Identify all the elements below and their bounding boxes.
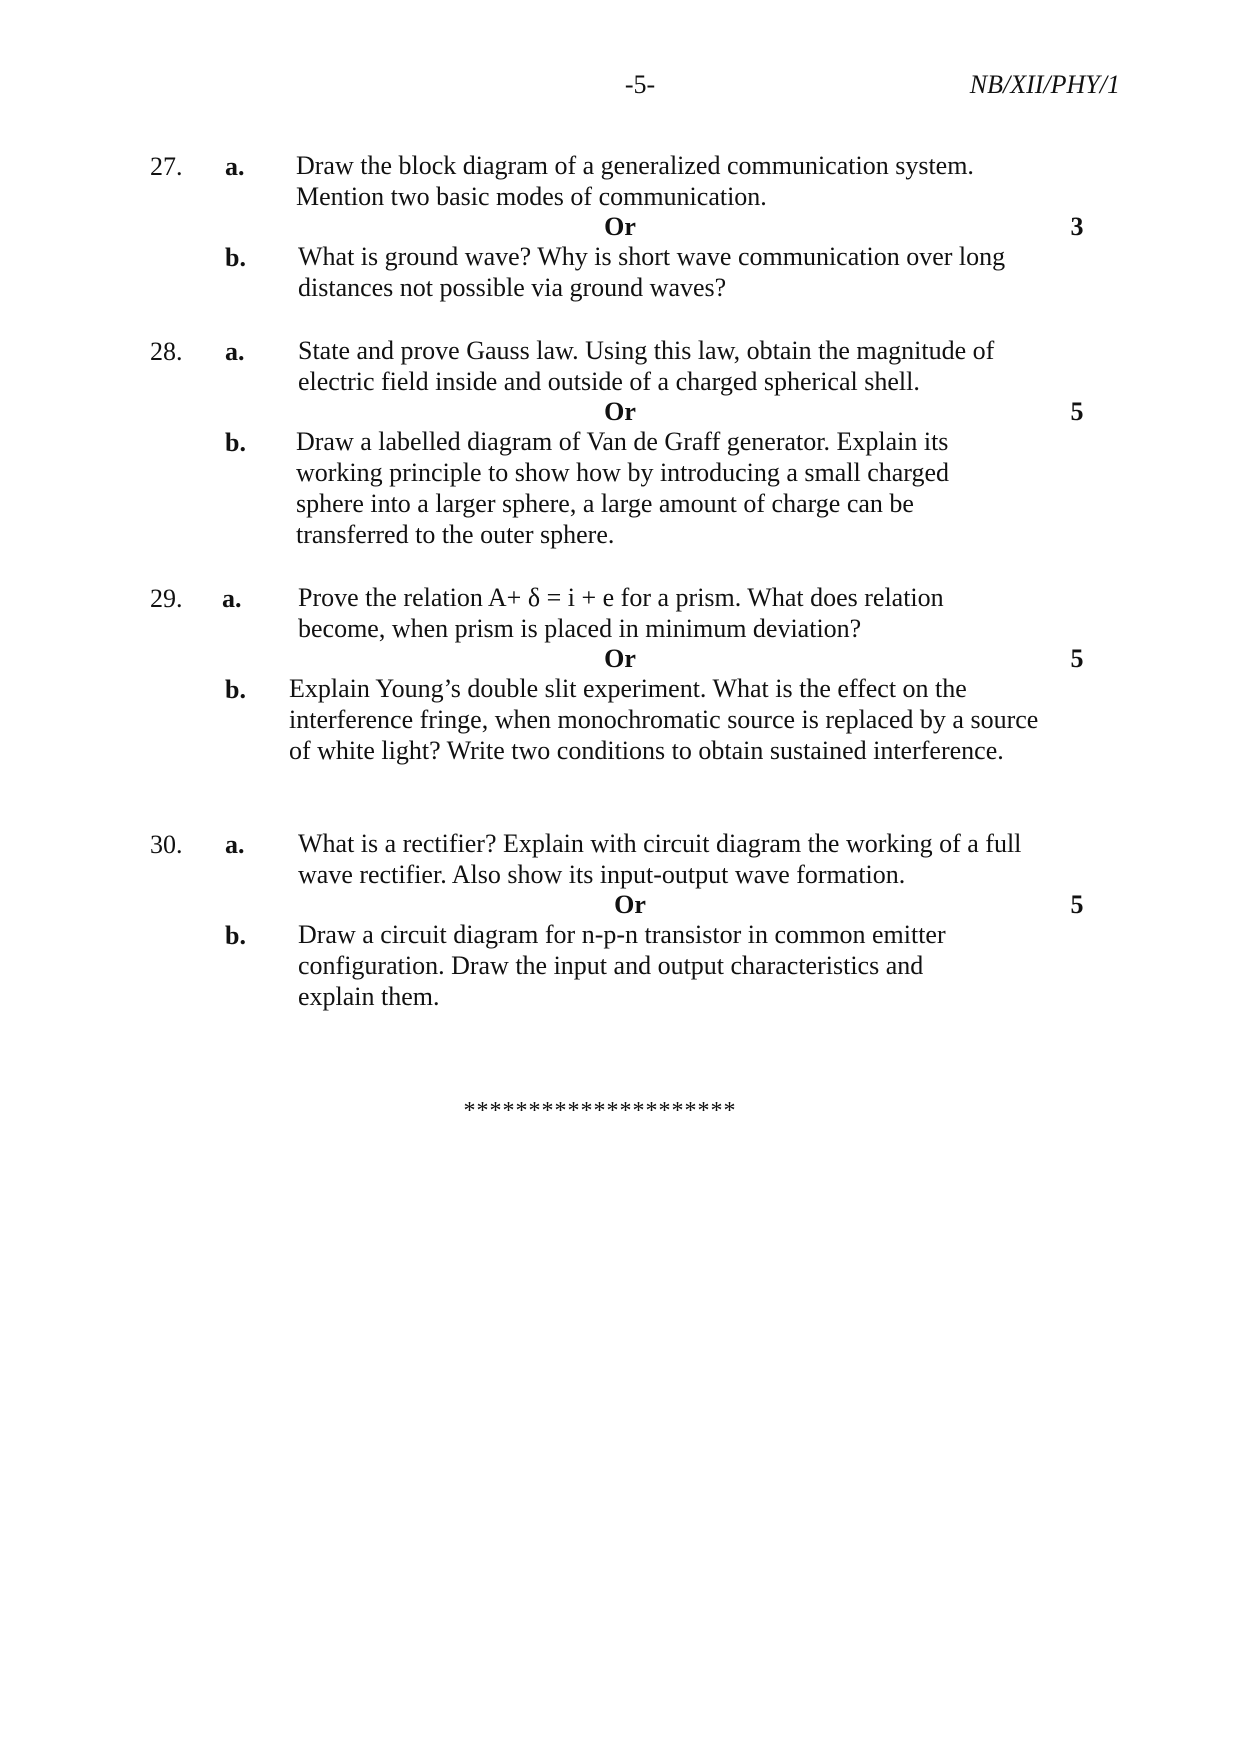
page-number: -5- — [624, 70, 656, 99]
question-marks: 5 — [1070, 890, 1084, 919]
part-b-text: Draw a circuit diagram for n-p-n transistor in common emitter configuration. Draw the input and output characteristics and explain them. — [298, 920, 946, 1011]
part-a-text: What is a rectifier? Explain with circuit diagram the working of a full wave rectifier. Also show its input-output wave formation. — [298, 829, 1022, 889]
part-b-label: b. — [225, 921, 246, 950]
end-of-paper-marker: ********************* — [463, 1098, 737, 1124]
question-marks: 3 — [1070, 212, 1084, 241]
part-a-label: a. — [225, 830, 245, 859]
part-b-label: b. — [225, 675, 246, 704]
part-a-text: State and prove Gauss law. Using this law, obtain the magnitude of electric field inside and outside of a charged spherical shell. — [298, 336, 995, 396]
part-a-label: a. — [225, 152, 245, 181]
part-a-text: Prove the relation A+ δ = i + e for a prism. What does relation become, when prism is placed in minimum deviation? — [298, 583, 944, 643]
part-a-text: Draw the block diagram of a generalized communication system. Mention two basic modes of communication. — [296, 151, 974, 211]
part-b-label: b. — [225, 428, 246, 457]
part-a-label: a. — [225, 337, 245, 366]
paper-code: NB/XII/PHY/1 — [969, 70, 1120, 99]
question-number: 28. — [150, 337, 183, 366]
or-separator: Or — [614, 890, 646, 919]
part-b-text: Explain Young’s double slit experiment. What is the effect on the interference fringe, when monochromatic source is replaced by a source of white light? Write two conditions to obtain sustained interference. — [289, 674, 1039, 765]
question-number: 30. — [150, 830, 183, 859]
question-number: 29. — [150, 584, 183, 613]
part-b-text: What is ground wave? Why is short wave communication over long distances not possible via ground waves? — [298, 242, 1006, 302]
question-marks: 5 — [1070, 397, 1084, 426]
part-b-text: Draw a labelled diagram of Van de Graff generator. Explain its working principle to show how by introducing a small charged sphere into a larger sphere, a large amount of charge can be transferred to the outer sphere. — [296, 427, 950, 549]
or-separator: Or — [604, 397, 636, 426]
or-separator: Or — [604, 212, 636, 241]
part-b-label: b. — [225, 243, 246, 272]
or-separator: Or — [604, 644, 636, 673]
question-marks: 5 — [1070, 644, 1084, 673]
question-number: 27. — [150, 152, 183, 181]
part-a-label: a. — [222, 584, 242, 613]
